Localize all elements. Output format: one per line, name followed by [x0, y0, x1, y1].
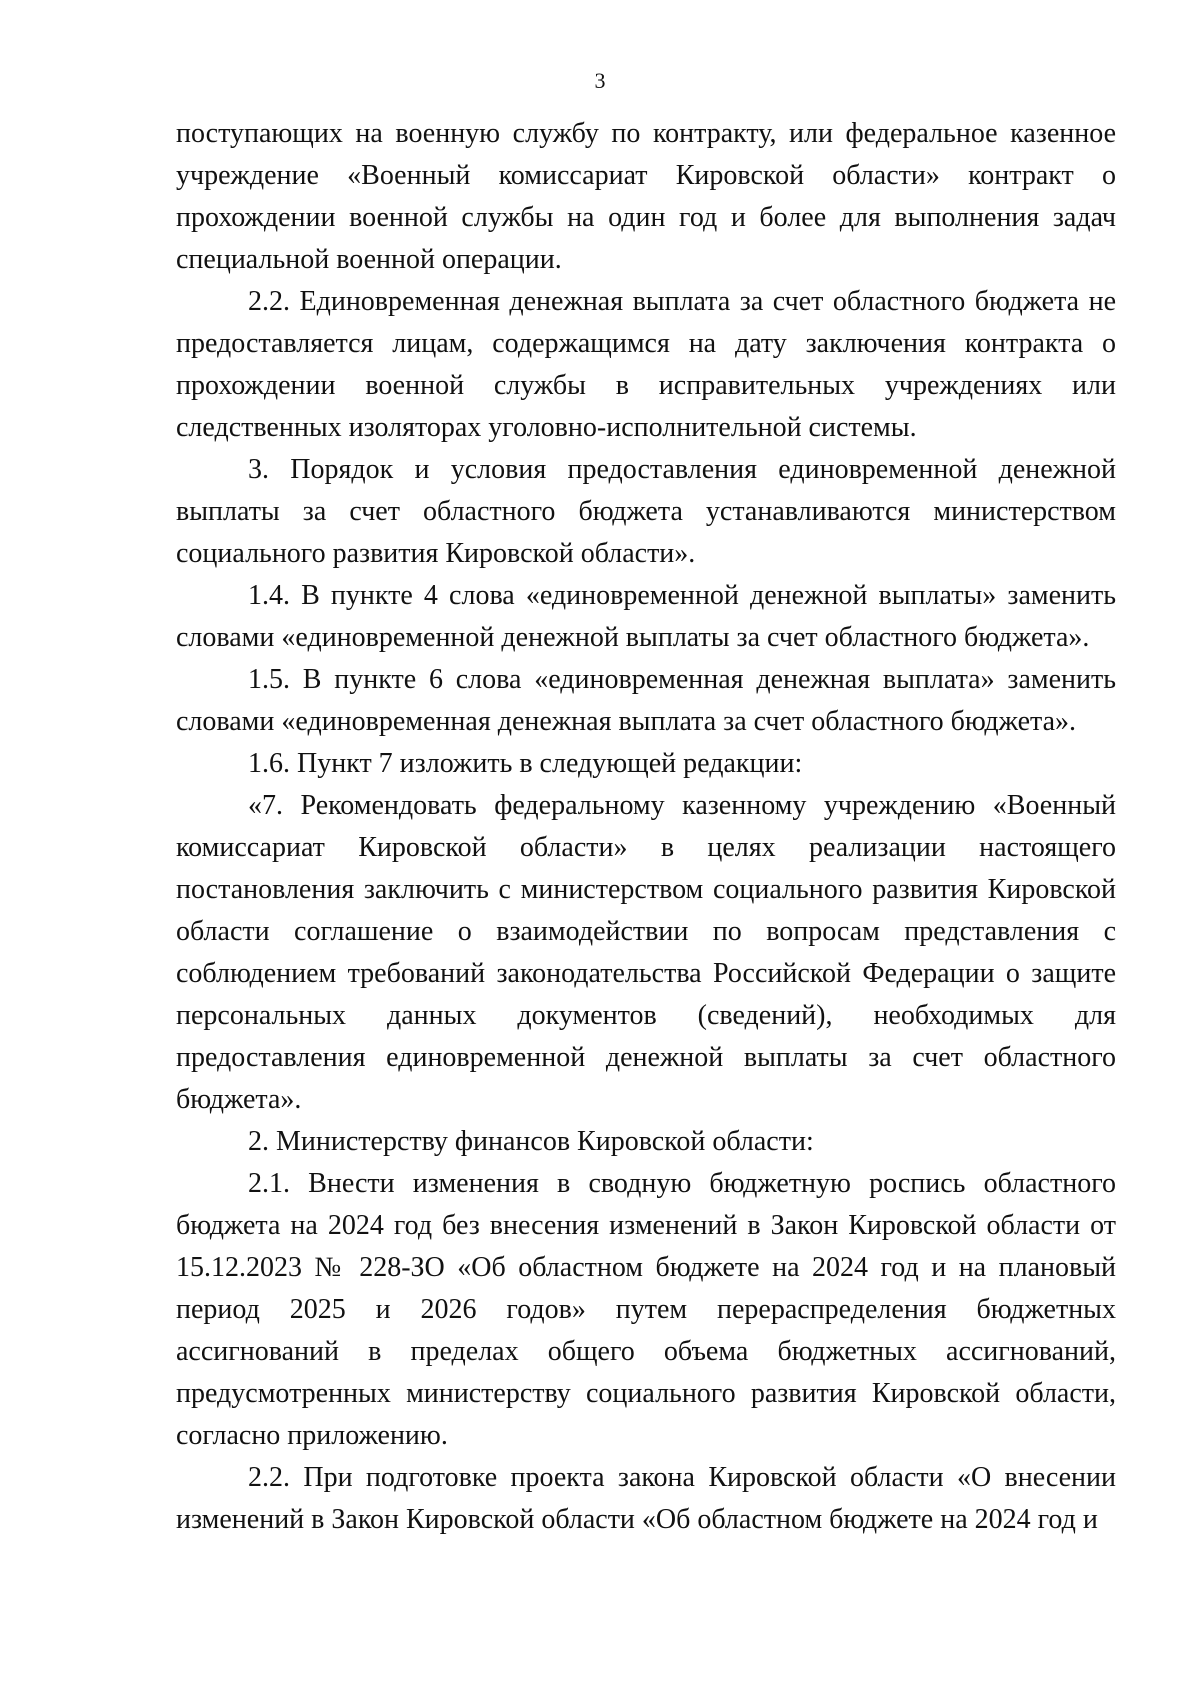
paragraph-1-6-amendment: 1.6. Пункт 7 изложить в следующей редакции: [248, 748, 803, 779]
paragraph-2-1-budget-changes: 2.1. Внести изменения в сводную бюджетную роспись областного бюджета на 2024 год без внесения изменений в Закон Кировской области от 15.12.2023 № 228-ЗО «Об областном бюджете на 2024 год и на плановый период 2025 и 2026 годов» путем перераспределения бюджетных ассигнований в пределах общего объема бюджетных ассигнований, предусмотренных министерству социального развития Кировской области, согласно приложению. [176, 1168, 1116, 1451]
paragraph-contract-continuation: поступающих на военную службу по контракту, или федеральное казенное учреждение «Военный комиссариат Кировской области» контракт о прохождении военной службы на один год и более для выполнения задач специальной военной операции. [176, 118, 1116, 275]
paragraph-7-recommendation: «7. Рекомендовать федеральному казенному учреждению «Военный комиссариат Кировской области» в целях реализации настоящего постановления заключить с министерством социального развития Кировской области соглашение о взаимодействии по вопросам представления с соблюдением требований законодательства Российской Федерации о защите персональных данных документов (сведений), необходимых для предоставления единовременной денежной выплаты за счет областного бюджета». [176, 790, 1116, 1115]
paragraph-2-2-exclusion: 2.2. Единовременная денежная выплата за счет областного бюджета не предоставляется лицам, содержащимся на дату заключения контракта о прохождении военной службы в исправительных учреждениях или следственных изоляторах уголовно-исполнительной системы. [176, 286, 1116, 443]
paragraph-1-5-amendment: 1.5. В пункте 6 слова «единовременная денежная выплата» заменить словами «единовременная денежная выплата за счет областного бюджета». [176, 664, 1116, 737]
paragraph-2-2-draft-law: 2.2. При подготовке проекта закона Кировской области «О внесении изменений в Закон Кировской области «Об областном бюджете на 2024 год и [176, 1462, 1116, 1535]
paragraph-1-4-amendment: 1.4. В пункте 4 слова «единовременной денежной выплаты» заменить словами «единовременной денежной выплаты за счет областного бюджета». [176, 580, 1116, 653]
paragraph-3-procedure: 3. Порядок и условия предоставления единовременной денежной выплаты за счет областного бюджета устанавливаются министерством социального развития Кировской области». [176, 454, 1116, 569]
page-number: 3 [594, 68, 606, 93]
document-body [176, 113, 1116, 1541]
paragraph-2-ministry-finance: 2. Министерству финансов Кировской области: [248, 1126, 814, 1157]
